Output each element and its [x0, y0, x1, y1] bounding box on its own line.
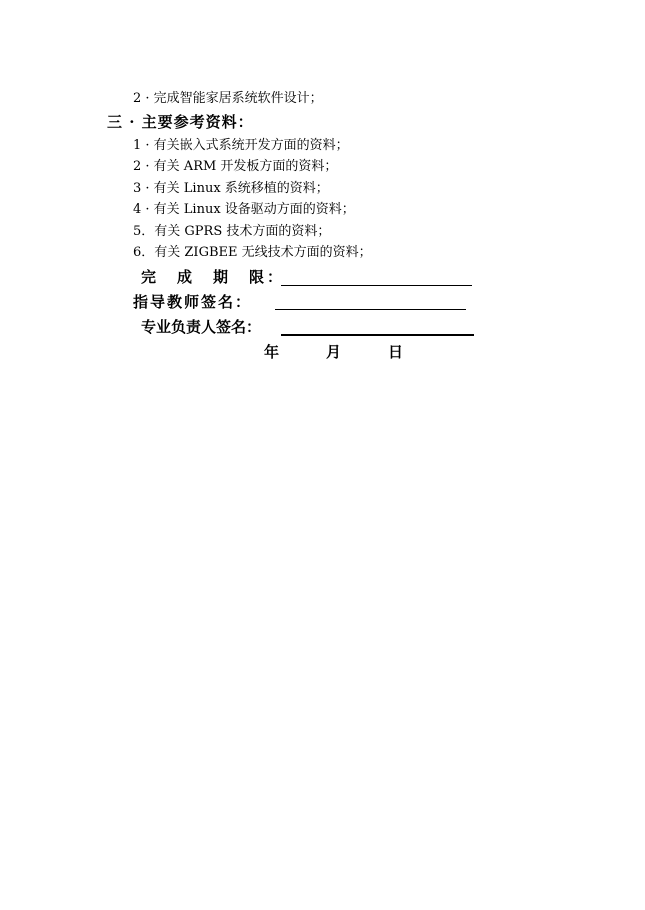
reference-item-2: 2 · 有关 ARM 开发板方面的资料；: [133, 159, 338, 174]
reference-item-4: 4 · 有关 Linux 设备驱动方面的资料；: [133, 202, 355, 217]
date-month: 月: [326, 343, 342, 361]
head-signature-label: 专业负责人签名：: [141, 318, 262, 336]
advisor-signature-line: [275, 309, 466, 310]
reference-item-3: 3 · 有关 Linux 系统移植的资料；: [133, 181, 329, 196]
deadline-label: 完 成 期 限：: [141, 268, 286, 286]
reference-item-1: 1 · 有关嵌入式系统开发方面的资料；: [133, 138, 349, 153]
date-day: 日: [388, 343, 404, 361]
head-signature-line: [281, 334, 474, 336]
reference-item-6: 6．有关 ZIGBEE 无线技术方面的资料；: [133, 245, 372, 260]
section-heading: 三 · 主要参考资料：: [107, 113, 254, 131]
advisor-signature-label: 指导教师签名：: [133, 293, 253, 311]
deadline-line: [281, 285, 472, 286]
date-year: 年: [264, 343, 280, 361]
reference-item-5: 5．有关 GPRS 技术方面的资料；: [133, 224, 331, 239]
task-item: 2 · 完成智能家居系统软件设计；: [133, 91, 323, 106]
